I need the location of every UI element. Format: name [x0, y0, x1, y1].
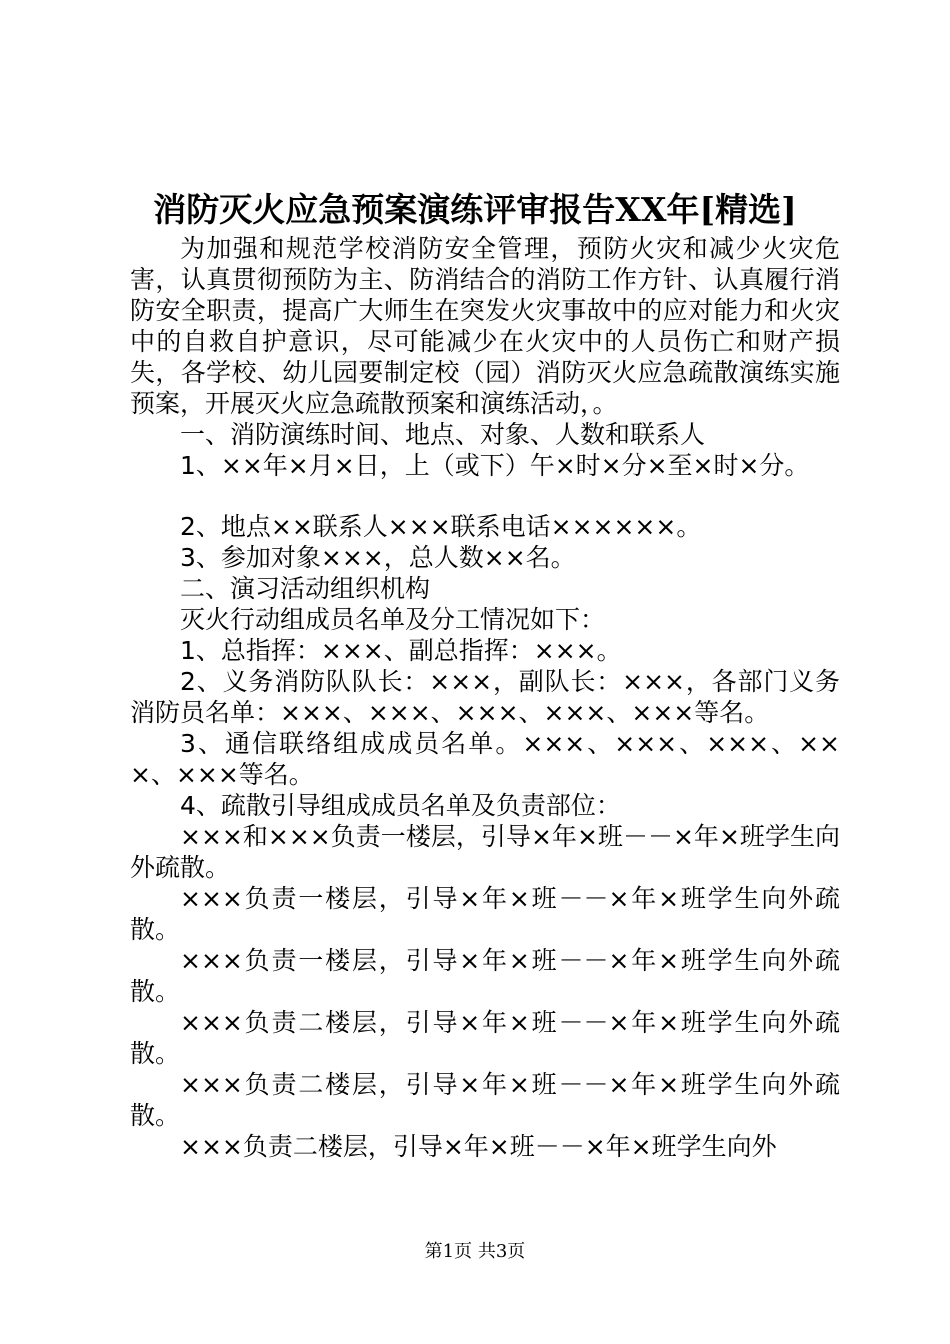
- commander-item: 1、总指挥：×××、副总指挥：×××。: [180, 636, 622, 665]
- communication-group-item: 3、通信联络组成成员名单。×××、×××、×××、×××、×××等名。: [130, 729, 840, 789]
- fire-brigade-item: 2、义务消防队队长：×××，副队长：×××，各部门义务消防员名单：×××、×××、×××、×××、×××等名。: [130, 667, 840, 727]
- document-body: [130, 233, 840, 1162]
- organization-intro: 灭火行动组成员名单及分工情况如下：: [180, 605, 606, 634]
- evacuation-assignment: ×××负责一楼层，引导×年×班－－×年×班学生向外疏散。: [130, 884, 840, 944]
- drill-time-item: 1、××年×月×日，上（或下）午×时×分×至×时×分。: [180, 451, 810, 480]
- evacuation-group-item: 4、疏散引导组成成员名单及负责部位：: [180, 791, 621, 820]
- evacuation-assignment: ×××负责一楼层，引导×年×班－－×年×班学生向外疏散。: [130, 946, 840, 1006]
- page-number-footer: 第1页 共3页: [424, 1241, 526, 1262]
- section-heading-drill-time: 一、消防演练时间、地点、对象、人数和联系人: [180, 420, 706, 449]
- drill-participants-item: 3、参加对象×××，总人数××名。: [180, 543, 576, 572]
- evacuation-assignment: ×××负责二楼层，引导×年×班－－×年×班学生向外疏散。: [130, 1008, 840, 1068]
- evacuation-assignment: ×××负责二楼层，引导×年×班－－×年×班学生向外疏散。: [130, 1070, 840, 1130]
- document-title: 消防灭火应急预案演练评审报告XX年[精选]: [153, 190, 797, 229]
- evacuation-assignment: ×××负责二楼层，引导×年×班－－×年×班学生向外: [180, 1132, 777, 1161]
- evacuation-assignment: ×××和×××负责一楼层，引导×年×班－－×年×班学生向外疏散。: [130, 822, 840, 882]
- section-heading-organization: 二、演习活动组织机构: [180, 574, 431, 603]
- intro-paragraph: 为加强和规范学校消防安全管理，预防火灾和减少火灾危害，认真贯彻预防为主、防消结合的消防工作方针、认真履行消防安全职责，提高广大师生在突发火灾事故中的应对能力和火灾中的自救自护意识，尽可能减少在火灾中的人员伤亡和财产损失，各学校、幼儿园要制定校（园）消防灭火应急疏散演练实施预案，开展灭火应急疏散预案和演练活动，。: [130, 234, 840, 418]
- drill-location-item: 2、地点××联系人×××联系电话××××××。: [180, 512, 702, 541]
